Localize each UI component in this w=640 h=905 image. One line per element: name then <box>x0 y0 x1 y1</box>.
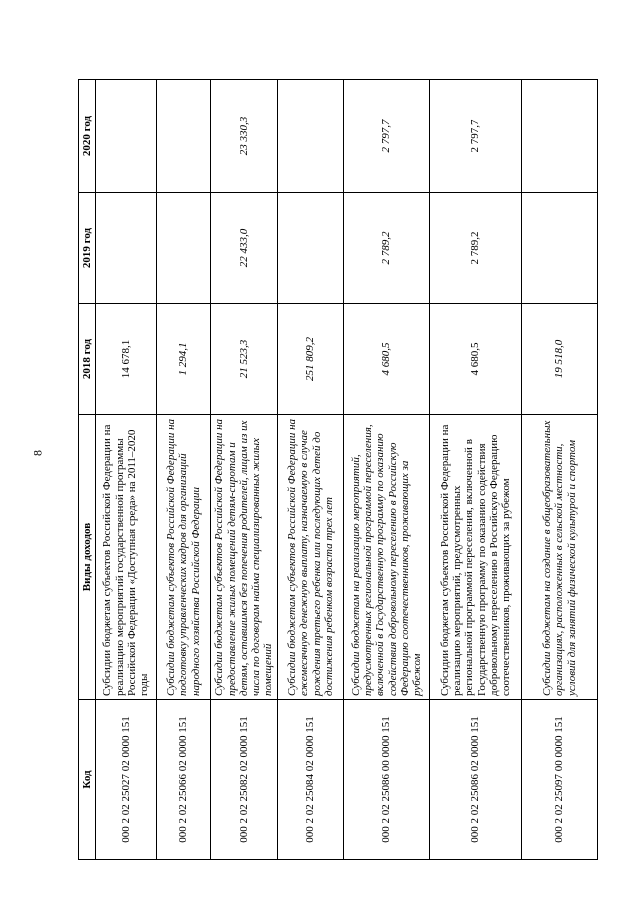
table-row <box>157 80 211 860</box>
row-value-2019: 22 433,0 <box>211 193 278 304</box>
row-value-2018: 1 294,1 <box>157 304 211 415</box>
row-code: 000 2 02 25086 00 0000 151 <box>344 700 430 860</box>
header-2019: 2019 год <box>79 193 96 304</box>
row-description: Субсидии бюджетам субъектов Российской Федерации на реализацию мероприятий государственной программы Российской Федерации «Доступная среда» на 2011–2020 годы <box>96 415 157 700</box>
row-value-2020 <box>278 80 344 193</box>
row-value-2019: 2 789,2 <box>430 193 522 304</box>
row-code: 000 2 02 25027 02 0000 151 <box>96 700 157 860</box>
row-value-2020 <box>96 80 157 193</box>
row-value-2019 <box>157 193 211 304</box>
row-code: 000 2 02 25082 02 0000 151 <box>211 700 278 860</box>
table-row <box>522 80 598 860</box>
header-2020: 2020 год <box>79 80 96 193</box>
row-value-2019: 2 789,2 <box>344 193 430 304</box>
header-2018: 2018 год <box>79 304 96 415</box>
revenue-table <box>78 79 598 860</box>
header-revenue-type: Виды доходов <box>79 415 96 700</box>
row-value-2020 <box>522 80 598 193</box>
table-row <box>344 80 430 860</box>
row-value-2019 <box>96 193 157 304</box>
table-row <box>430 80 522 860</box>
row-description: Субсидии бюджетам субъектов Российской Федерации на предоставление жилых помещений детям-сиротам и детям, оставшимся без попечения родителей, лицам из их числа по договорам найма специализированных жилых помещений <box>211 415 278 700</box>
row-description: Субсидии бюджетам на реализацию мероприятий, предусмотренных региональной программой переселения, включенной в Государственную программу по оказанию содействия добровольному переселению в Российскую Федерацию соотечественников, проживающих за рубежом <box>344 415 430 700</box>
row-value-2020: 23 330,3 <box>211 80 278 193</box>
row-value-2020: 2 797,7 <box>344 80 430 193</box>
row-value-2019 <box>522 193 598 304</box>
row-description: Субсидии бюджетам субъектов Российской Федерации на реализацию мероприятий, предусмотренных региональной программой переселения, включенной в Государственную программу по оказанию содействия добровольному переселению в Российскую Федерацию соотечественников, проживающих за рубежом <box>430 415 522 700</box>
page-number: 8 <box>30 450 45 456</box>
row-value-2018: 19 518,0 <box>522 304 598 415</box>
row-description: Субсидии бюджетам на создание в общеобразовательных организациях, расположенных в сельской местности, условий для занятий физической культурой и спортом <box>522 415 598 700</box>
table-header-row <box>79 80 96 860</box>
row-description: Субсидии бюджетам субъектов Российской Федерации на ежемесячную денежную выплату, назначаемую в случае рождения третьего ребенка или последующих детей до достижения ребенком возраста трех лет <box>278 415 344 700</box>
row-code: 000 2 02 25084 02 0000 151 <box>278 700 344 860</box>
table-row <box>96 80 157 860</box>
row-code: 000 2 02 25097 00 0000 151 <box>522 700 598 860</box>
row-code: 000 2 02 25086 02 0000 151 <box>430 700 522 860</box>
row-description: Субсидии бюджетам субъектов Российской Федерации на подготовку управленческих кадров для организаций народного хозяйства Российской Федерации <box>157 415 211 700</box>
row-value-2018: 21 523,3 <box>211 304 278 415</box>
row-value-2018: 4 680,5 <box>430 304 522 415</box>
row-value-2020: 2 797,7 <box>430 80 522 193</box>
rotated-table-container <box>78 80 598 860</box>
row-value-2019 <box>278 193 344 304</box>
row-code: 000 2 02 25066 02 0000 151 <box>157 700 211 860</box>
table-row <box>278 80 344 860</box>
row-value-2018: 4 680,5 <box>344 304 430 415</box>
row-value-2020 <box>157 80 211 193</box>
row-value-2018: 251 809,2 <box>278 304 344 415</box>
table-row <box>211 80 278 860</box>
row-value-2018: 14 678,1 <box>96 304 157 415</box>
header-code: Код <box>79 700 96 860</box>
